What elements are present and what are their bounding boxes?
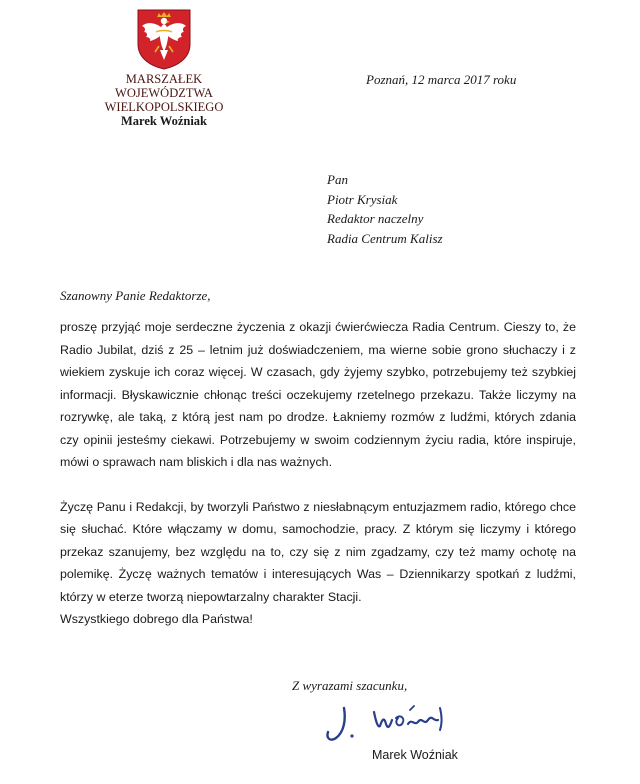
sender-title: MARSZAŁEK [125,72,203,86]
closing-phrase: Z wyrazami szacunku, [292,678,408,693]
signer-name: Marek Woźniak [372,748,458,762]
recipient-block [327,170,443,248]
white-eagle-crest-icon [136,8,192,70]
letter-body [60,316,576,631]
handwritten-signature [322,698,472,750]
recipient-line-1: Pan [327,172,348,187]
sender-header [80,72,248,128]
body-paragraph-2: Życzę Panu i Redakcji, by tworzyli Państwo z niesłabnącym entuzjazmem radio, którego chce się słuchać. Które włączamy w domu, samochodzie, pracy. Z którym się liczymy i którego przekaz szanujemy, bez względu na to, czy się z nim zgadzamy, czy też mamy ochotę na polemikę. Życzę ważnych tematów i interesujących Was – Dziennikarzy spotkań z ludźmi, którzy w eterze tworzą niepowtarzalny charakter Stacji. [60,499,576,604]
salutation: Szanowny Panie Redaktorze, [60,288,211,303]
recipient-line-2: Piotr Krysiak [327,191,398,207]
body-paragraph-1: proszę przyjąć moje serdeczne życzenia z okazji ćwierćwiecza Radia Centrum. Cieszy to, że Radio Jubilat, dziś z 25 – letnim już doświadczeniem, ma wierne sobie grono słuchaczy i z wiekiem zyskuje ich coraz więcej. W czasach, gdy żyjemy szybko, potrzebujemy też szybkiej informacji. Błyskawicznie chłonąc treści oczekujemy rzetelnego przekazu. Także liczymy na rozrywkę, ale taką, z którą jest nam po drodze. Łakniemy rozmów z ludźmi, których zdania czy opinii jesteśmy ciekawi. Potrzebujemy w swoim codziennym życiu radia, które inspiruje, mówi o sprawach nam bliskich i dla nas ważnych. [60,320,576,469]
place-and-date: Poznań, 12 marca 2017 roku [366,72,517,87]
recipient-line-3: Redaktor naczelny [327,211,424,226]
recipient-line-4: Radia Centrum Kalisz [327,230,443,246]
sender-office: WOJEWÓDZTWA WIELKOPOLSKIEGO [104,86,224,114]
sender-name: Marek Woźniak [120,114,207,128]
body-closing-line: Wszystkiego dobrego dla Państwa! [60,612,253,626]
